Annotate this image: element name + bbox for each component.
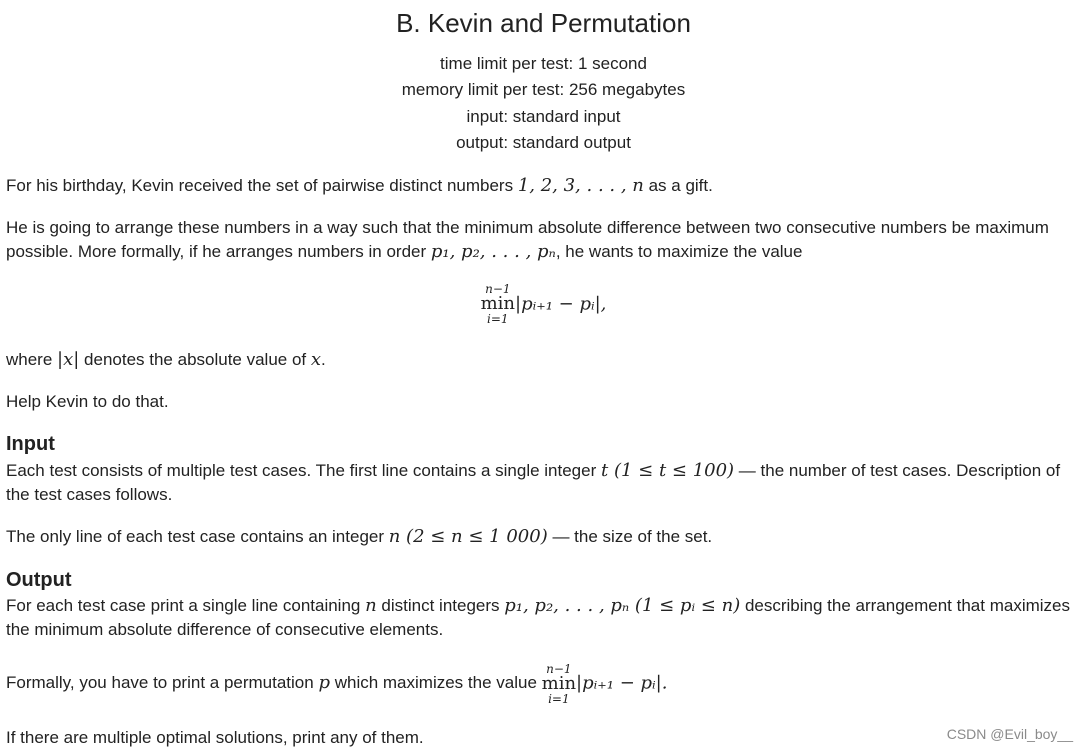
math-permutation: p₁, p₂, . . . , pₙ — [430, 241, 556, 262]
output-text: which maximizes the value — [329, 673, 542, 692]
math-abs: |x| — [57, 349, 80, 370]
input-section-title: Input — [6, 433, 55, 455]
math-p: p — [318, 672, 330, 693]
output-text: For each test case print a single line containing — [6, 596, 366, 615]
formula-body: |pᵢ₊₁ − pᵢ|. — [576, 672, 668, 694]
math-x: x — [310, 349, 322, 370]
formula-op: min — [541, 672, 577, 694]
output-paragraph-1 — [6, 594, 1084, 642]
input-spec: input: standard input — [466, 107, 621, 126]
input-text: — the number of test cases. Description of the test cases follows. — [6, 461, 1061, 504]
formula-lower-limit: i=1 — [487, 312, 509, 326]
output-spec: output: standard output — [456, 133, 631, 152]
memory-limit: memory limit per test: 256 megabytes — [401, 80, 686, 99]
formula-upper-limit: n−1 — [546, 661, 572, 676]
min-operator — [542, 663, 576, 705]
statement-text: For his birthday, Kevin received the set of pairwise distinct numbers — [6, 176, 518, 195]
formula-op: min — [480, 293, 516, 314]
input-paragraph-1 — [6, 459, 1084, 507]
display-formula — [0, 283, 1087, 325]
math-t-constraint: t (1 ≤ t ≤ 100) — [600, 460, 735, 481]
formula-upper-limit: n−1 — [485, 282, 511, 296]
math-n: n — [365, 595, 377, 616]
statement-paragraph-3 — [6, 348, 1084, 372]
statement-paragraph-1 — [6, 174, 1084, 198]
statement-text: where — [6, 350, 58, 369]
output-paragraph-3: If there are multiple optimal solutions, print any of them. — [6, 728, 424, 747]
statement-text: as a gift. — [643, 176, 713, 195]
input-text: The only line of each test case contains an integer — [6, 527, 389, 546]
output-text: describing the arrangement that maximizes the minimum absolute difference of consecutive elements. — [6, 596, 1070, 639]
input-text: Each test consists of multiple test cases. The first line contains a single integer — [6, 461, 601, 480]
problem-title: B. Kevin and Permutation — [396, 8, 691, 38]
math-sequence: 1, 2, 3, . . . , n — [517, 175, 644, 196]
min-operator — [481, 283, 515, 325]
statement-text: . — [321, 350, 326, 369]
statement-paragraph-4: Help Kevin to do that. — [6, 392, 169, 411]
input-text: — the size of the set. — [547, 527, 713, 546]
watermark: CSDN @Evil_boy__ — [946, 726, 1073, 742]
time-limit: time limit per test: 1 second — [440, 54, 647, 73]
output-section-title: Output — [6, 569, 72, 591]
output-paragraph-2 — [6, 660, 1084, 707]
statement-text: He is going to arrange these numbers in a way such that the minimum absolute difference between two consecutive numbers be maximum possible. More formally, if he arranges numbers in order — [6, 218, 1049, 261]
statement-text: denotes the absolute value of — [79, 350, 311, 369]
formula-body: |pᵢ₊₁ − pᵢ|, — [515, 293, 607, 315]
output-text: distinct integers — [376, 596, 505, 615]
output-text: Formally, you have to print a permutation — [6, 673, 319, 692]
math-p-constraint: p₁, p₂, . . . , pₙ (1 ≤ pᵢ ≤ n) — [504, 595, 741, 616]
math-n-constraint: n (2 ≤ n ≤ 1 000) — [388, 526, 548, 547]
formula-lower-limit: i=1 — [548, 691, 570, 706]
input-paragraph-2 — [6, 525, 1084, 549]
statement-text: , he wants to maximize the value — [555, 242, 803, 261]
statement-paragraph-2 — [6, 216, 1084, 264]
